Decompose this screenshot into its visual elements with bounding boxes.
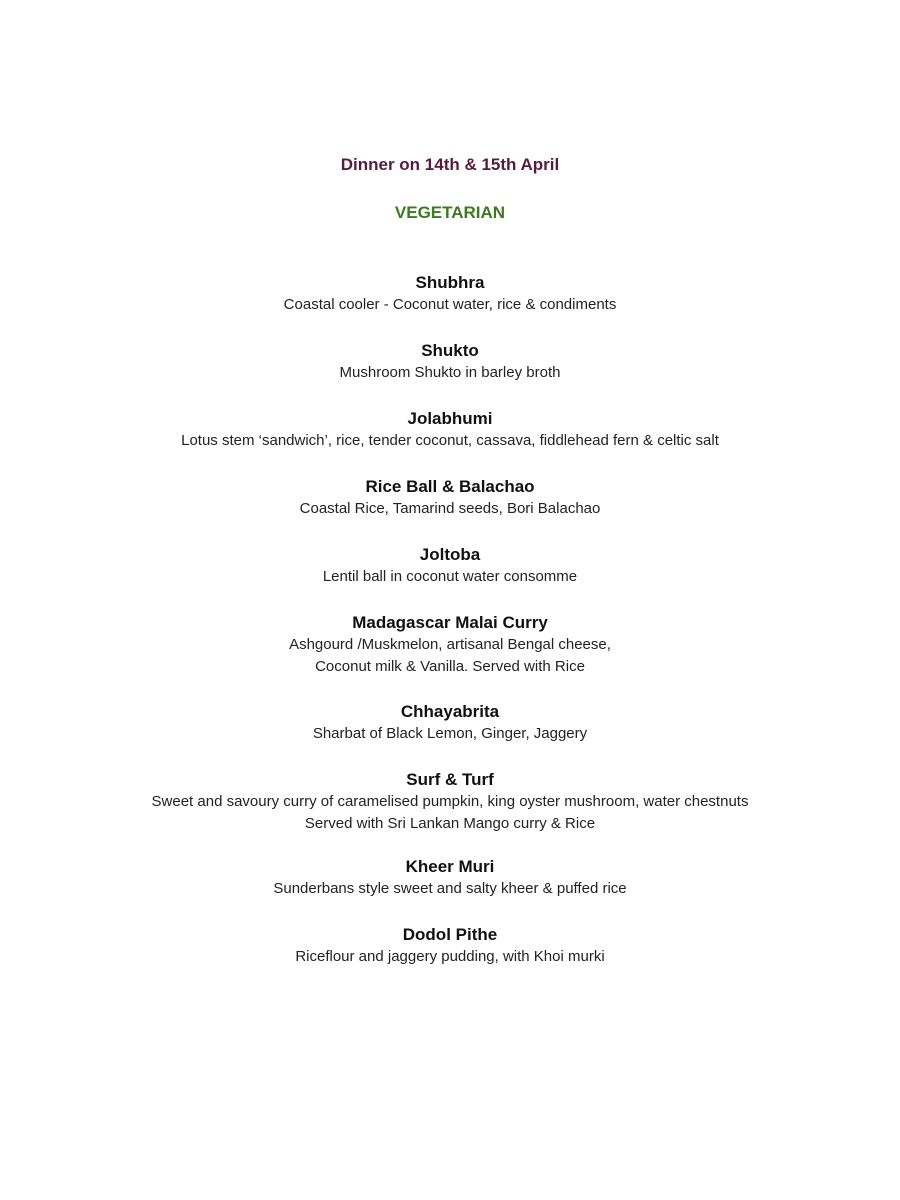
course-name: Madagascar Malai Curry xyxy=(352,613,548,632)
course-name: Chhayabrita xyxy=(400,702,500,721)
course-description: Mushroom Shukto in barley broth xyxy=(339,364,561,381)
course-description: Ashgourd /Muskmelon, artisanal Bengal cheese, Coconut milk & Vanilla. Served with Rice xyxy=(289,636,611,675)
course-name: Rice Ball & Balachao xyxy=(365,477,535,496)
course-description: Coastal cooler - Coconut water, rice & condiments xyxy=(283,296,617,313)
course-name: Dodol Pithe xyxy=(402,925,498,944)
course-description: Sharbat of Black Lemon, Ginger, Jaggery xyxy=(312,725,588,742)
course-name: Shubhra xyxy=(415,273,485,292)
course-description: Sweet and savoury curry of caramelised pumpkin, king oyster mushroom, water chestnuts Served with Sri Lankan Mango curry & Rice xyxy=(151,793,749,832)
course-name: Jolabhumi xyxy=(407,409,493,428)
course-item xyxy=(0,272,900,316)
course-name: Surf & Turf xyxy=(406,770,494,789)
course-name: Shukto xyxy=(421,341,479,360)
course-description: Riceflour and jaggery pudding, with Khoi murki xyxy=(295,948,605,965)
course-name: Joltoba xyxy=(419,545,481,564)
course-item xyxy=(0,340,900,384)
course-item xyxy=(0,476,900,520)
menu-title: Dinner on 14th & 15th April xyxy=(340,155,560,174)
course-description: Lentil ball in coconut water consomme xyxy=(322,568,578,585)
course-description: Sunderbans style sweet and salty kheer & puffed rice xyxy=(273,880,627,897)
course-item xyxy=(0,701,900,745)
course-name: Kheer Muri xyxy=(405,857,495,876)
course-item xyxy=(0,769,900,835)
course-item xyxy=(0,612,900,678)
course-item xyxy=(0,544,900,588)
menu-category: VEGETARIAN xyxy=(394,203,506,222)
course-description: Lotus stem ‘sandwich’, rice, tender coconut, cassava, fiddlehead fern & celtic salt xyxy=(181,432,719,449)
course-item xyxy=(0,408,900,452)
course-item xyxy=(0,924,900,968)
course-description: Coastal Rice, Tamarind seeds, Bori Balachao xyxy=(299,500,601,517)
course-item xyxy=(0,856,900,900)
